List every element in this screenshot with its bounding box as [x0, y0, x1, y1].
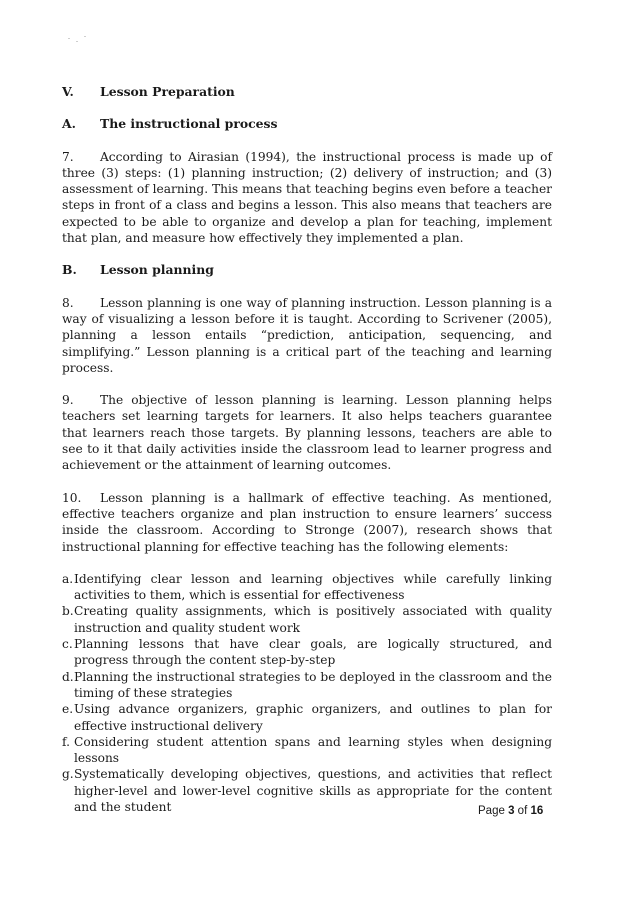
subsection-letter-b: B.: [62, 262, 77, 278]
list-item-text: Systematically developing objectives, questions, and activities that reflect higher-level and lower-level cognitive skills as appropriate for the content and the student: [74, 767, 552, 814]
section-title: Lesson Preparation: [100, 84, 235, 99]
list-marker: e.: [62, 702, 74, 717]
current-page-number: 3: [508, 805, 515, 817]
paragraph-text: Lesson planning is a hallmark of effective teaching. As mentioned, effective teachers organize and plan instruction to ensure learners’ success inside the classroom. According to Stronge (2007), research shows that instructional planning for effective teaching has the following elements:: [62, 490, 552, 554]
subsection-title-a: The instructional process: [100, 116, 278, 132]
list-item-text: Using advance organizers, graphic organizers, and outlines to plan for effective instructional delivery: [74, 702, 552, 733]
scan-speck: [84, 36, 86, 37]
elements-list: [62, 571, 552, 815]
paragraph-number: 9.: [62, 393, 74, 408]
list-item-text: Creating quality assignments, which is positively associated with quality instruction and quality student work: [74, 604, 552, 635]
list-item: [62, 669, 552, 702]
of-label: of: [517, 805, 528, 817]
scan-speck: [68, 38, 70, 39]
paragraph-number: 8.: [62, 295, 74, 310]
paragraph-text: According to Airasian (1994), the instructional process is made up of three (3) steps: (1) planning instruction; (2) delivery of instruction; and (3) assessment of learning. This means that teaching begins even before a teacher steps in front of a class and begins a lesson. This also means that teachers are expected to be able to organize and develop a plan for teaching, implement that plan, and measure how effectively they implemented a plan.: [62, 149, 552, 246]
paragraph-7: [62, 149, 552, 247]
list-item-text: Planning lessons that have clear goals, are logically structured, and progress through the content step-by-step: [74, 637, 552, 668]
list-marker: f.: [62, 734, 70, 749]
paragraph-9: [62, 392, 552, 473]
paragraph-text: Lesson planning is one way of planning instruction. Lesson planning is a way of visualizing a lesson before it is taught. According to Scrivener (2005), planning a lesson entails “prediction, anticipation, sequencing, and simplifying.” Lesson planning is a critical part of the teaching and learning process.: [62, 295, 552, 375]
subsection-letter-a: A.: [62, 116, 76, 132]
list-marker: g.: [62, 767, 74, 782]
paragraph-number: 7.: [62, 149, 74, 164]
scan-speck: [76, 41, 78, 42]
section-heading: [62, 84, 552, 100]
list-item-text: Identifying clear lesson and learning objectives while carefully linking activities to them, which is essential for effectiveness: [74, 571, 552, 603]
document-body: [62, 84, 552, 815]
list-marker: d.: [62, 669, 74, 684]
total-pages-number: 16: [530, 805, 544, 817]
subsection-heading-b: [62, 262, 552, 278]
subsection-title-b: Lesson planning: [100, 262, 214, 278]
list-item-text: Considering student attention spans and learning styles when designing lessons: [74, 734, 552, 766]
list-item: [62, 571, 552, 604]
page-label: Page: [478, 805, 505, 817]
paragraph-text: The objective of lesson planning is learning. Lesson planning helps teachers set learning targets for learners. It also helps teachers guarantee that learners reach those targets. By planning lessons, teachers are able to see to it that daily activities inside the classroom lead to learner progress and achievement or the attainment of learning outcomes.: [62, 393, 552, 473]
list-item: [62, 701, 552, 734]
subsection-heading-a: [62, 116, 552, 132]
page-footer: [478, 805, 543, 817]
list-marker: a.: [62, 571, 74, 586]
paragraph-10: [62, 490, 552, 555]
list-item: [62, 636, 552, 669]
section-number: V.: [62, 84, 74, 99]
list-marker: c.: [62, 637, 73, 652]
list-marker: b.: [62, 604, 74, 619]
paragraph-number: 10.: [62, 490, 82, 505]
list-item-text: Planning the instructional strategies to be deployed in the classroom and the timing of these strategies: [74, 669, 552, 700]
list-item: [62, 603, 552, 636]
list-item: [62, 734, 552, 767]
paragraph-8: [62, 295, 552, 376]
